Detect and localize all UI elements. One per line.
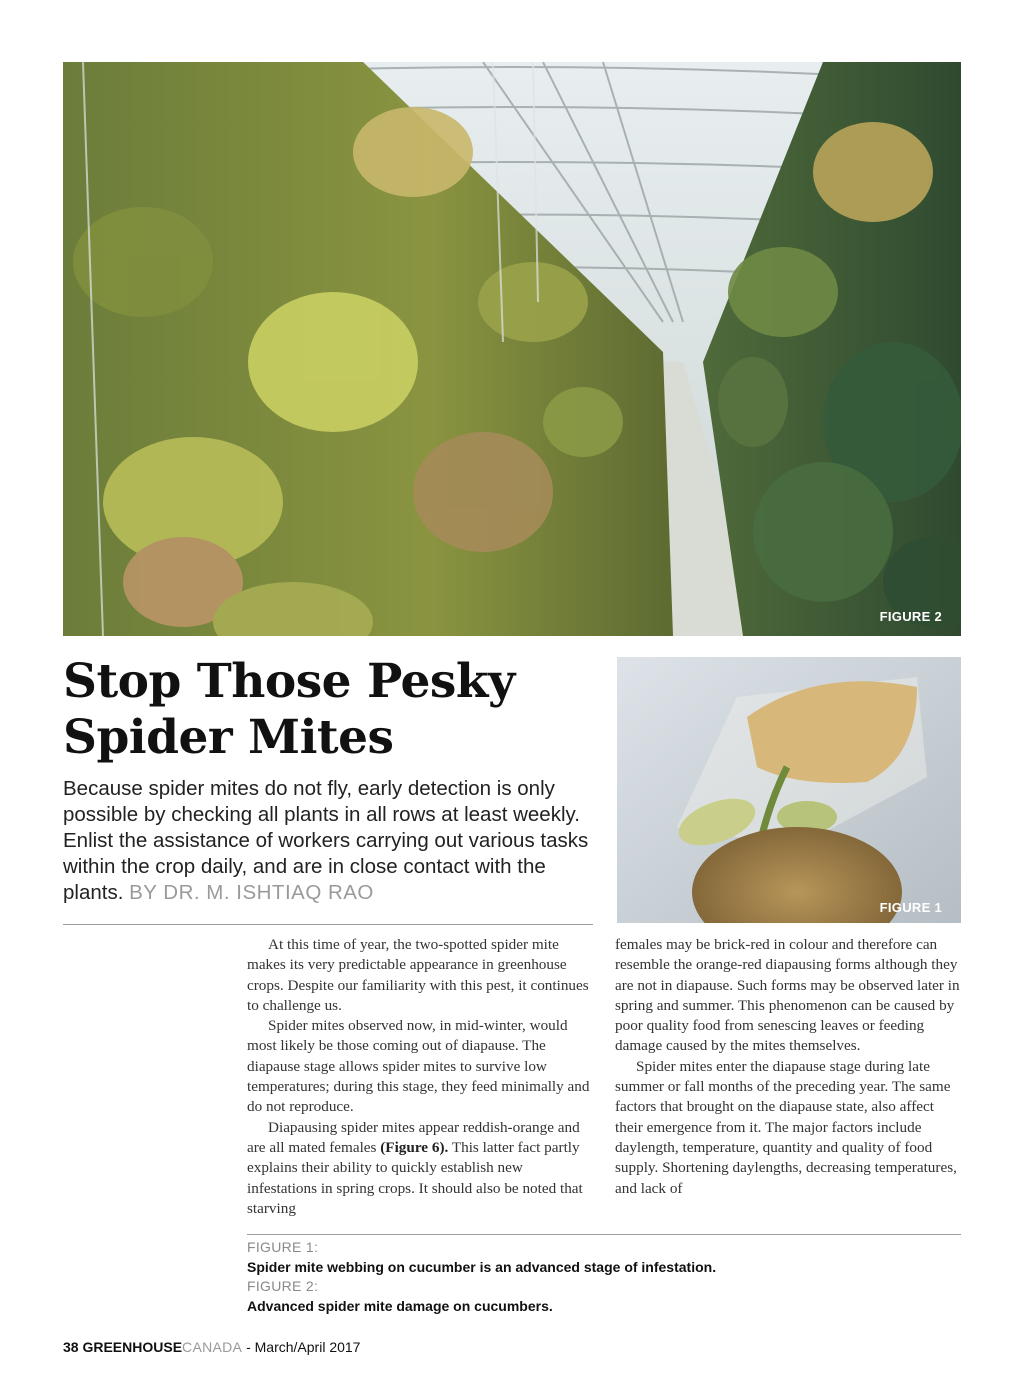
body-paragraph bbox=[247, 1118, 592, 1219]
cucumber-leaf-webbing-photo-icon bbox=[617, 657, 961, 923]
body-paragraph: Spider mites enter the diapause stage during late summer or fall months of the preceding year. The same factors that brought on the diapause state, also affect their emergence from it. The major factors include daylength, temperature, quantity and quality of food supply. Shortening daylengths, decreasing temperatures, and lack of bbox=[615, 1057, 957, 1197]
body-paragraph: Spider mites observed now, in mid-winter, would most likely be those coming out of diapause. The diapause stage allows spider mites to survive low temperatures; during this stage, they feed minimally and do not reproduce. bbox=[247, 1017, 590, 1116]
magazine-name: GREENHOUSE bbox=[82, 1339, 183, 1355]
body-paragraph: females may be brick-red in colour and therefore can resemble the orange-red diapausing forms although they are not in diapause. Such forms may be observed later in spring and summer. This phenomenon can be caused by poor quality food from senescing leaves or feeding damage caused by the mites themselves. bbox=[615, 936, 960, 1055]
body-column-2 bbox=[615, 935, 963, 1199]
figure-reference: (Figure 6). bbox=[380, 1138, 449, 1156]
issue-date: - March/April 2017 bbox=[246, 1339, 361, 1355]
body-column-1 bbox=[247, 935, 592, 1219]
page-footer bbox=[63, 1339, 360, 1355]
page-number: 38 bbox=[63, 1339, 79, 1355]
greenhouse-cucumber-photo-icon bbox=[63, 62, 961, 636]
paragraph-text: This latter fact partly explains their ability to quickly establish new infestations in spring crops. It should also be noted that starving bbox=[247, 1138, 583, 1217]
divider-rule bbox=[63, 924, 593, 925]
caption-2-label: FIGURE 2: bbox=[247, 1278, 319, 1294]
caption-2-text: Advanced spider mite damage on cucumbers. bbox=[247, 1297, 553, 1314]
deck-text: Because spider mites do not fly, early detection is only possible by checking all plants in all rows at least weekly. Enlist the assistance of workers carrying out various tasks within the crop daily, and are in close contact with the plants. bbox=[63, 777, 589, 904]
title-line-1: Stop Those Pesky bbox=[63, 654, 515, 709]
magazine-name-light: CANADA bbox=[182, 1339, 243, 1355]
caption-1-text: Spider mite webbing on cucumber is an advanced stage of infestation. bbox=[247, 1258, 717, 1275]
body-paragraph: At this time of year, the two-spotted spider mite makes its very predictable appearance in greenhouse crops. Despite our familiarity with this pest, it continues to challenge us. bbox=[247, 936, 589, 1014]
caption-divider bbox=[247, 1234, 961, 1235]
figure-2-label: FIGURE 2 bbox=[879, 609, 942, 624]
figure-2-photo bbox=[63, 62, 961, 636]
figure-1-label: FIGURE 1 bbox=[879, 900, 942, 915]
paragraph-text: Diapausing spider mites appear reddish-orange and are all mated females bbox=[247, 1118, 580, 1156]
figure-captions bbox=[247, 1238, 961, 1316]
figure-1-photo bbox=[617, 657, 961, 923]
title-line-2: Spider Mites bbox=[63, 710, 394, 765]
caption-1-label: FIGURE 1: bbox=[247, 1239, 319, 1255]
byline: BY DR. M. ISHTIAQ RAO bbox=[129, 881, 374, 904]
article-deck bbox=[63, 776, 603, 906]
article-title bbox=[63, 654, 603, 766]
